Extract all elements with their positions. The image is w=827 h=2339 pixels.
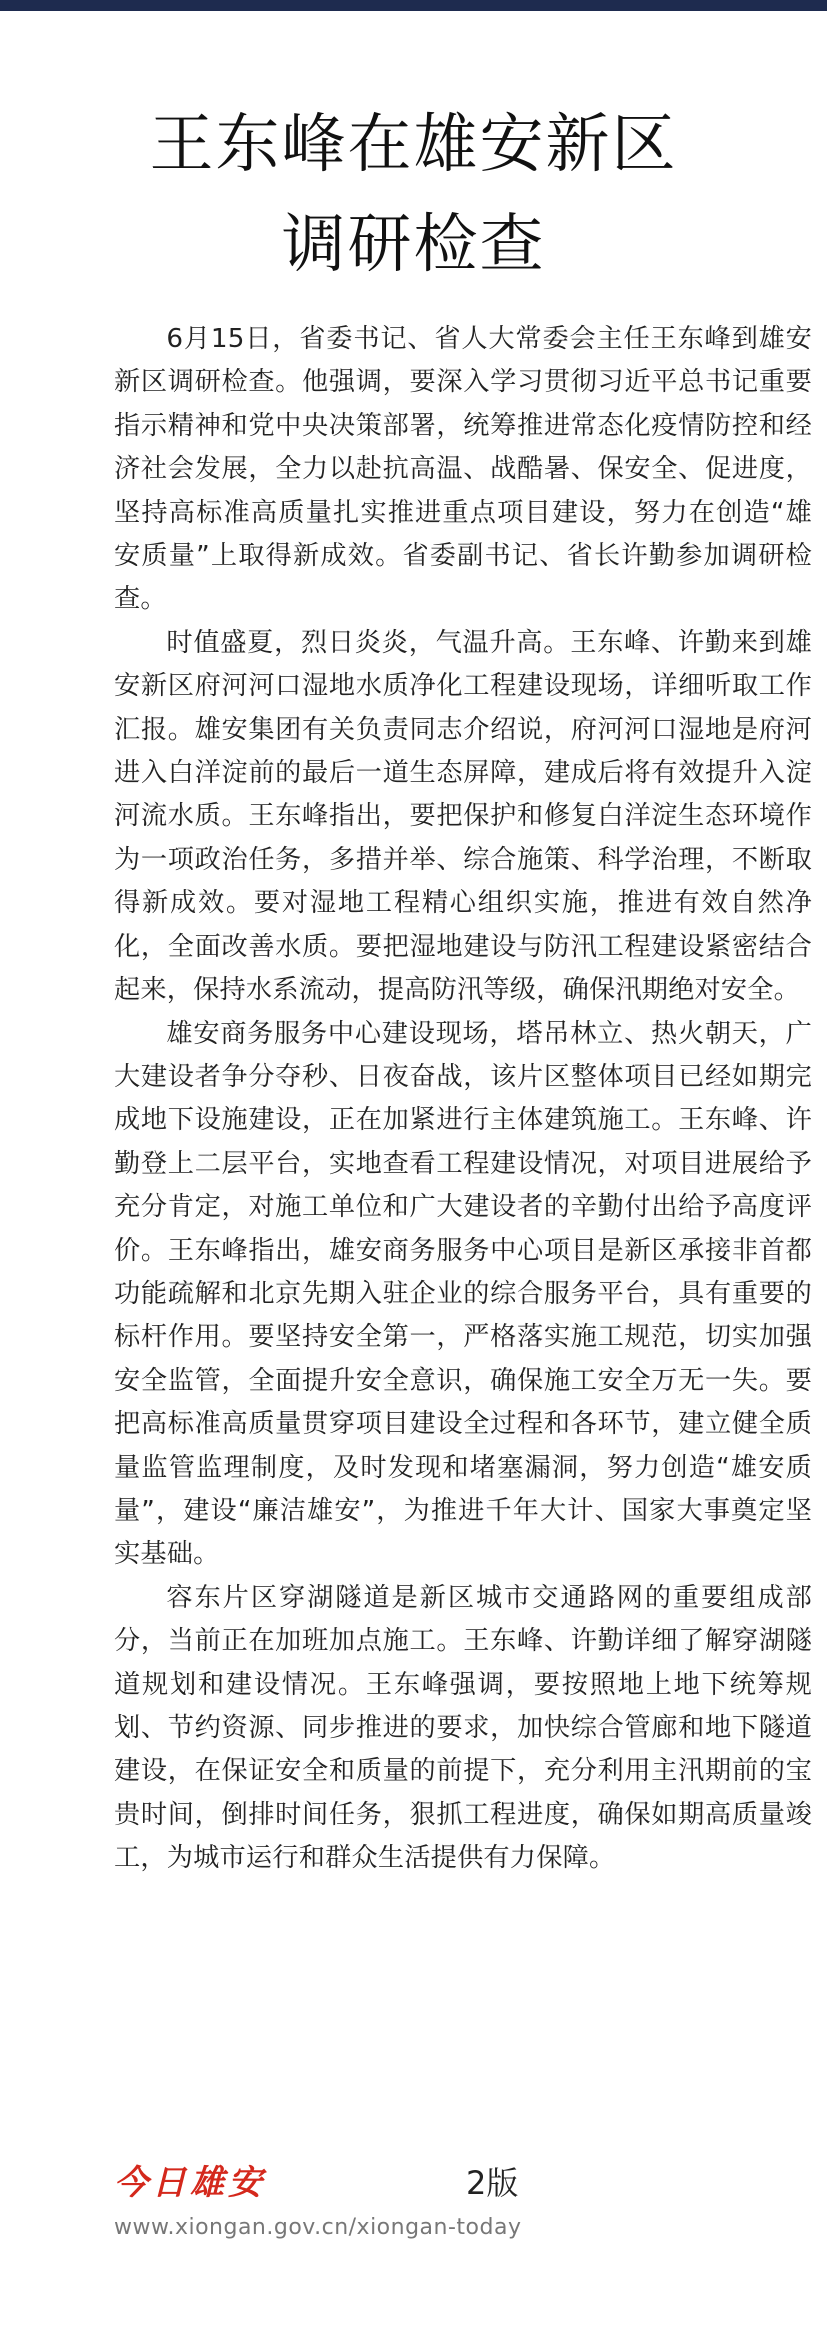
article-paragraph-2: 时值盛夏，烈日炎炎，气温升高。王东峰、许勤来到雄安新区府河河口湿地水质净化工程建设现场，详细听取工作汇报。雄安集团有关负责同志介绍说，府河河口湿地是府河进入白洋淀前的最后一道生态屏障，建成后将有效提升入淀河流水质。王东峰指出，要把保护和修复白洋淀生态环境作为一项政治任务，多措并举、综合施策、科学治理，不断取得新成效。要对湿地工程精心组织实施，推进有效自然净化，全面改善水质。要把湿地建设与防汛工程建设紧密结合起来，保持水系流动，提高防汛等级，确保汛期绝对安全。	[114, 627, 812, 1006]
headline	[60, 95, 767, 295]
article-paragraph-1: 6月15日，省委书记、省人大常委会主任王东峰到雄安新区调研检查。他强调，要深入学习贯彻习近平总书记重要指示精神和党中央决策部署，统筹推进常态化疫情防控和经济社会发展，全力以赴抗高温、战酷暑、保安全、促进度，坚持高标准高质量扎实推进重点项目建设，努力在创造“雄安质量”上取得新成效。省委副书记、省长许勤参加调研检查。	[114, 324, 812, 615]
headline-line-1: 王东峰在雄安新区	[149, 108, 678, 182]
headline-line-2: 调研检查	[281, 208, 546, 282]
page-edition: 2版	[466, 2164, 519, 2202]
article-paragraph-3: 雄安商务服务中心建设现场，塔吊林立、热火朝天，广大建设者争分夺秒、日夜奋战，该片区整体项目已经如期完成地下设施建设，正在加紧进行主体建筑施工。王东峰、许勤登上二层平台，实地查看工程建设情况，对项目进展给予充分肯定，对施工单位和广大建设者的辛勤付出给予高度评价。王东峰指出，雄安商务服务中心项目是新区承接非首都功能疏解和北京先期入驻企业的综合服务平台，具有重要的标杆作用。要坚持安全第一，严格落实施工规范，切实加强安全监管，全面提升安全意识，确保施工安全万无一失。要把高标准高质量贯穿项目建设全过程和各环节，建立健全质量监管监理制度，及时发现和堵塞漏洞，努力创造“雄安质量”，建设“廉洁雄安”，为推进千年大计、国家大事奠定坚实基础。	[114, 1018, 812, 1570]
article-paragraph-4: 容东片区穿湖隧道是新区城市交通路网的重要组成部分，当前正在加班加点施工。王东峰、许勤详细了解穿湖隧道规划和建设情况。王东峰强调，要按照地上地下统筹规划、节约资源、同步推进的要求，加快综合管廊和地下隧道建设，在保证安全和质量的前提下，充分利用主汛期前的宝贵时间，倒排时间任务，狠抓工程进度，确保如期高质量竣工，为城市运行和群众生活提供有力保障。	[114, 1582, 812, 1874]
article-body	[114, 318, 812, 1881]
newspaper-logo: 今日雄安	[114, 2163, 266, 2203]
top-bar	[0, 0, 827, 11]
website-url[interactable]: www.xiongan.gov.cn/xiongan-today	[114, 2215, 522, 2240]
